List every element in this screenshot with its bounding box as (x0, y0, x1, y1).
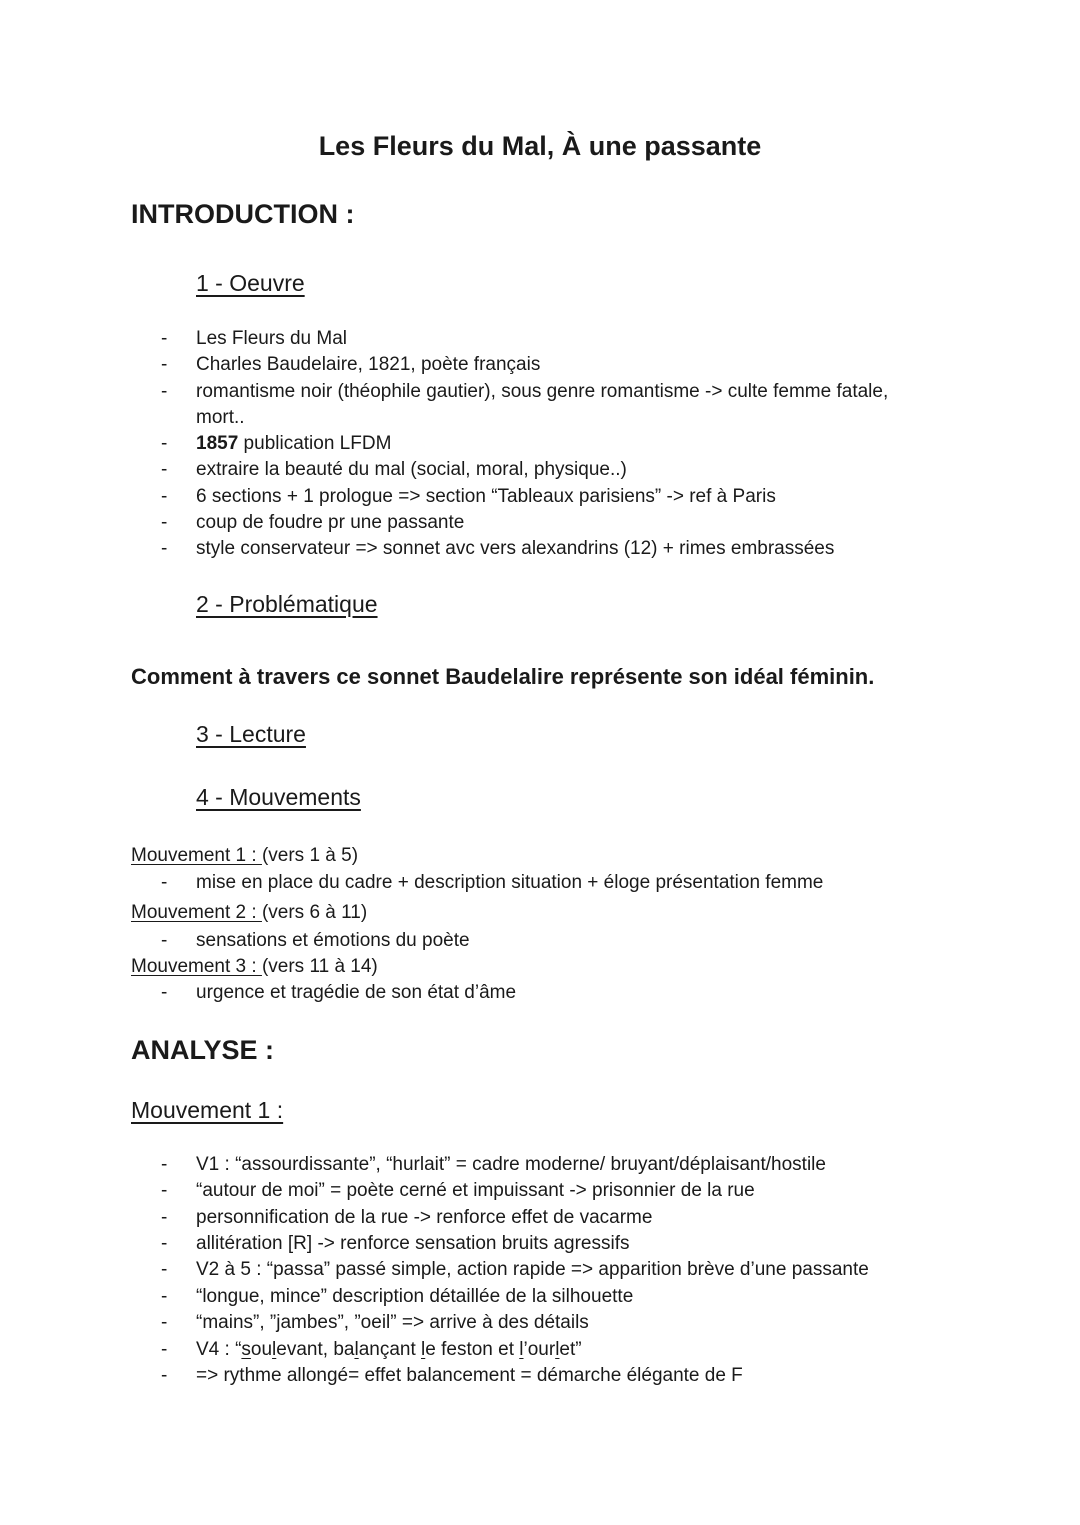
list-dash: - (161, 433, 168, 454)
list-dash: - (161, 930, 168, 951)
list-dash: - (161, 1312, 168, 1333)
list-dash: - (161, 1339, 168, 1360)
list-dash: - (161, 328, 168, 349)
mouvement-range: (vers 6 à 11) (261, 902, 368, 923)
list-dash: - (161, 1286, 168, 1307)
list-item: style conservateur => sonnet avc vers alexandrins (12) + rimes embrassées (196, 538, 835, 559)
mouvement-range: (vers 1 à 5) (261, 845, 359, 866)
v4-underlined-letter: s (241, 1339, 251, 1360)
list-item: 6 sections + 1 prologue => section “Tableaux parisiens” -> ref à Paris (196, 486, 776, 507)
v4-underlined-letter: l (555, 1339, 560, 1360)
list-item: sensations et émotions du poète (196, 930, 470, 951)
v4-underlined-letter: l (354, 1339, 359, 1360)
oeuvre-heading: 1 - Oeuvre (196, 270, 305, 296)
mouvement-label: Mouvement 2 : (131, 902, 262, 923)
list-dash: - (161, 486, 168, 507)
v4-segment: et” (559, 1339, 582, 1360)
v4-segment: e feston et (425, 1339, 520, 1360)
mouvement-row (131, 954, 378, 980)
v4-underlined-letter: l (272, 1339, 277, 1360)
list-item: V1 : “assourdissante”, “hurlait” = cadre moderne/ bruyant/déplaisant/hostile (196, 1154, 826, 1175)
v4-segment: ou (250, 1339, 273, 1360)
list-item: extraire la beauté du mal (social, moral, physique..) (196, 459, 627, 480)
list-dash: - (161, 459, 168, 480)
v4-underlined-letter: l (519, 1339, 524, 1360)
mouvement-label: Mouvement 1 : (131, 845, 262, 866)
list-dash: - (161, 512, 168, 533)
v4-segment: V4 : “ (196, 1339, 242, 1360)
list-dash: - (161, 1154, 168, 1175)
list-item: personnification de la rue -> renforce effet de vacarme (196, 1207, 653, 1228)
list-dash: - (161, 982, 168, 1003)
list-dash: - (161, 381, 168, 402)
list-item: romantisme noir (théophile gautier), sous genre romantisme -> culte femme fatale, mort.. (196, 381, 889, 428)
list-dash: - (161, 354, 168, 375)
list-item: mise en place du cadre + description situation + éloge présentation femme (196, 872, 824, 893)
list-item: “autour de moi” = poète cerné et impuissant -> prisonnier de la rue (196, 1180, 755, 1201)
list-dash: - (161, 872, 168, 893)
publication-year: 1857 (196, 433, 239, 454)
mouvement-range: (vers 11 à 14) (261, 956, 378, 977)
list-dash: - (161, 1259, 168, 1280)
list-item: coup de foudre pr une passante (196, 512, 465, 533)
introduction-heading: INTRODUCTION : (131, 199, 355, 229)
v4-segment: ançant (358, 1339, 422, 1360)
problematique-heading: 2 - Problématique (196, 591, 378, 617)
list-item: => rythme allongé= effet balancement = démarche élégante de F (196, 1365, 743, 1386)
list-item: V2 à 5 : “passa” passé simple, action rapide => apparition brève d’une passante (196, 1259, 869, 1280)
list-item-v4 (196, 1337, 582, 1363)
list-dash: - (161, 538, 168, 559)
problematique-question: Comment à travers ce sonnet Baudelalire représente son idéal féminin. (131, 664, 875, 689)
list-item: Charles Baudelaire, 1821, poète français (196, 354, 541, 375)
list-item (196, 431, 391, 457)
list-item: urgence et tragédie de son état d’âme (196, 982, 517, 1003)
document-title: Les Fleurs du Mal, À une passante (318, 131, 762, 161)
analyse-heading: ANALYSE : (131, 1035, 275, 1065)
list-item: “longue, mince” description détaillée de la silhouette (196, 1286, 634, 1307)
list-dash: - (161, 1207, 168, 1228)
list-item: “mains”, ”jambes”, ”oeil” => arrive à des détails (196, 1312, 589, 1333)
mouvement-row (131, 900, 367, 926)
publication-text: publication LFDM (238, 433, 392, 454)
list-item: Les Fleurs du Mal (196, 328, 348, 349)
list-dash: - (161, 1233, 168, 1254)
mouvements-heading: 4 - Mouvements (196, 784, 361, 810)
analyse-mouvement1-heading: Mouvement 1 : (131, 1097, 284, 1123)
v4-underlined-letter: l (421, 1339, 426, 1360)
list-dash: - (161, 1180, 168, 1201)
list-dash: - (161, 1365, 168, 1386)
v4-segment: ’our (523, 1339, 556, 1360)
v4-segment: evant, ba (276, 1339, 355, 1360)
list-item: allitération [R] -> renforce sensation bruits agressifs (196, 1233, 630, 1254)
mouvement-row (131, 843, 358, 869)
mouvement-label: Mouvement 3 : (131, 956, 262, 977)
lecture-heading: 3 - Lecture (196, 721, 306, 747)
